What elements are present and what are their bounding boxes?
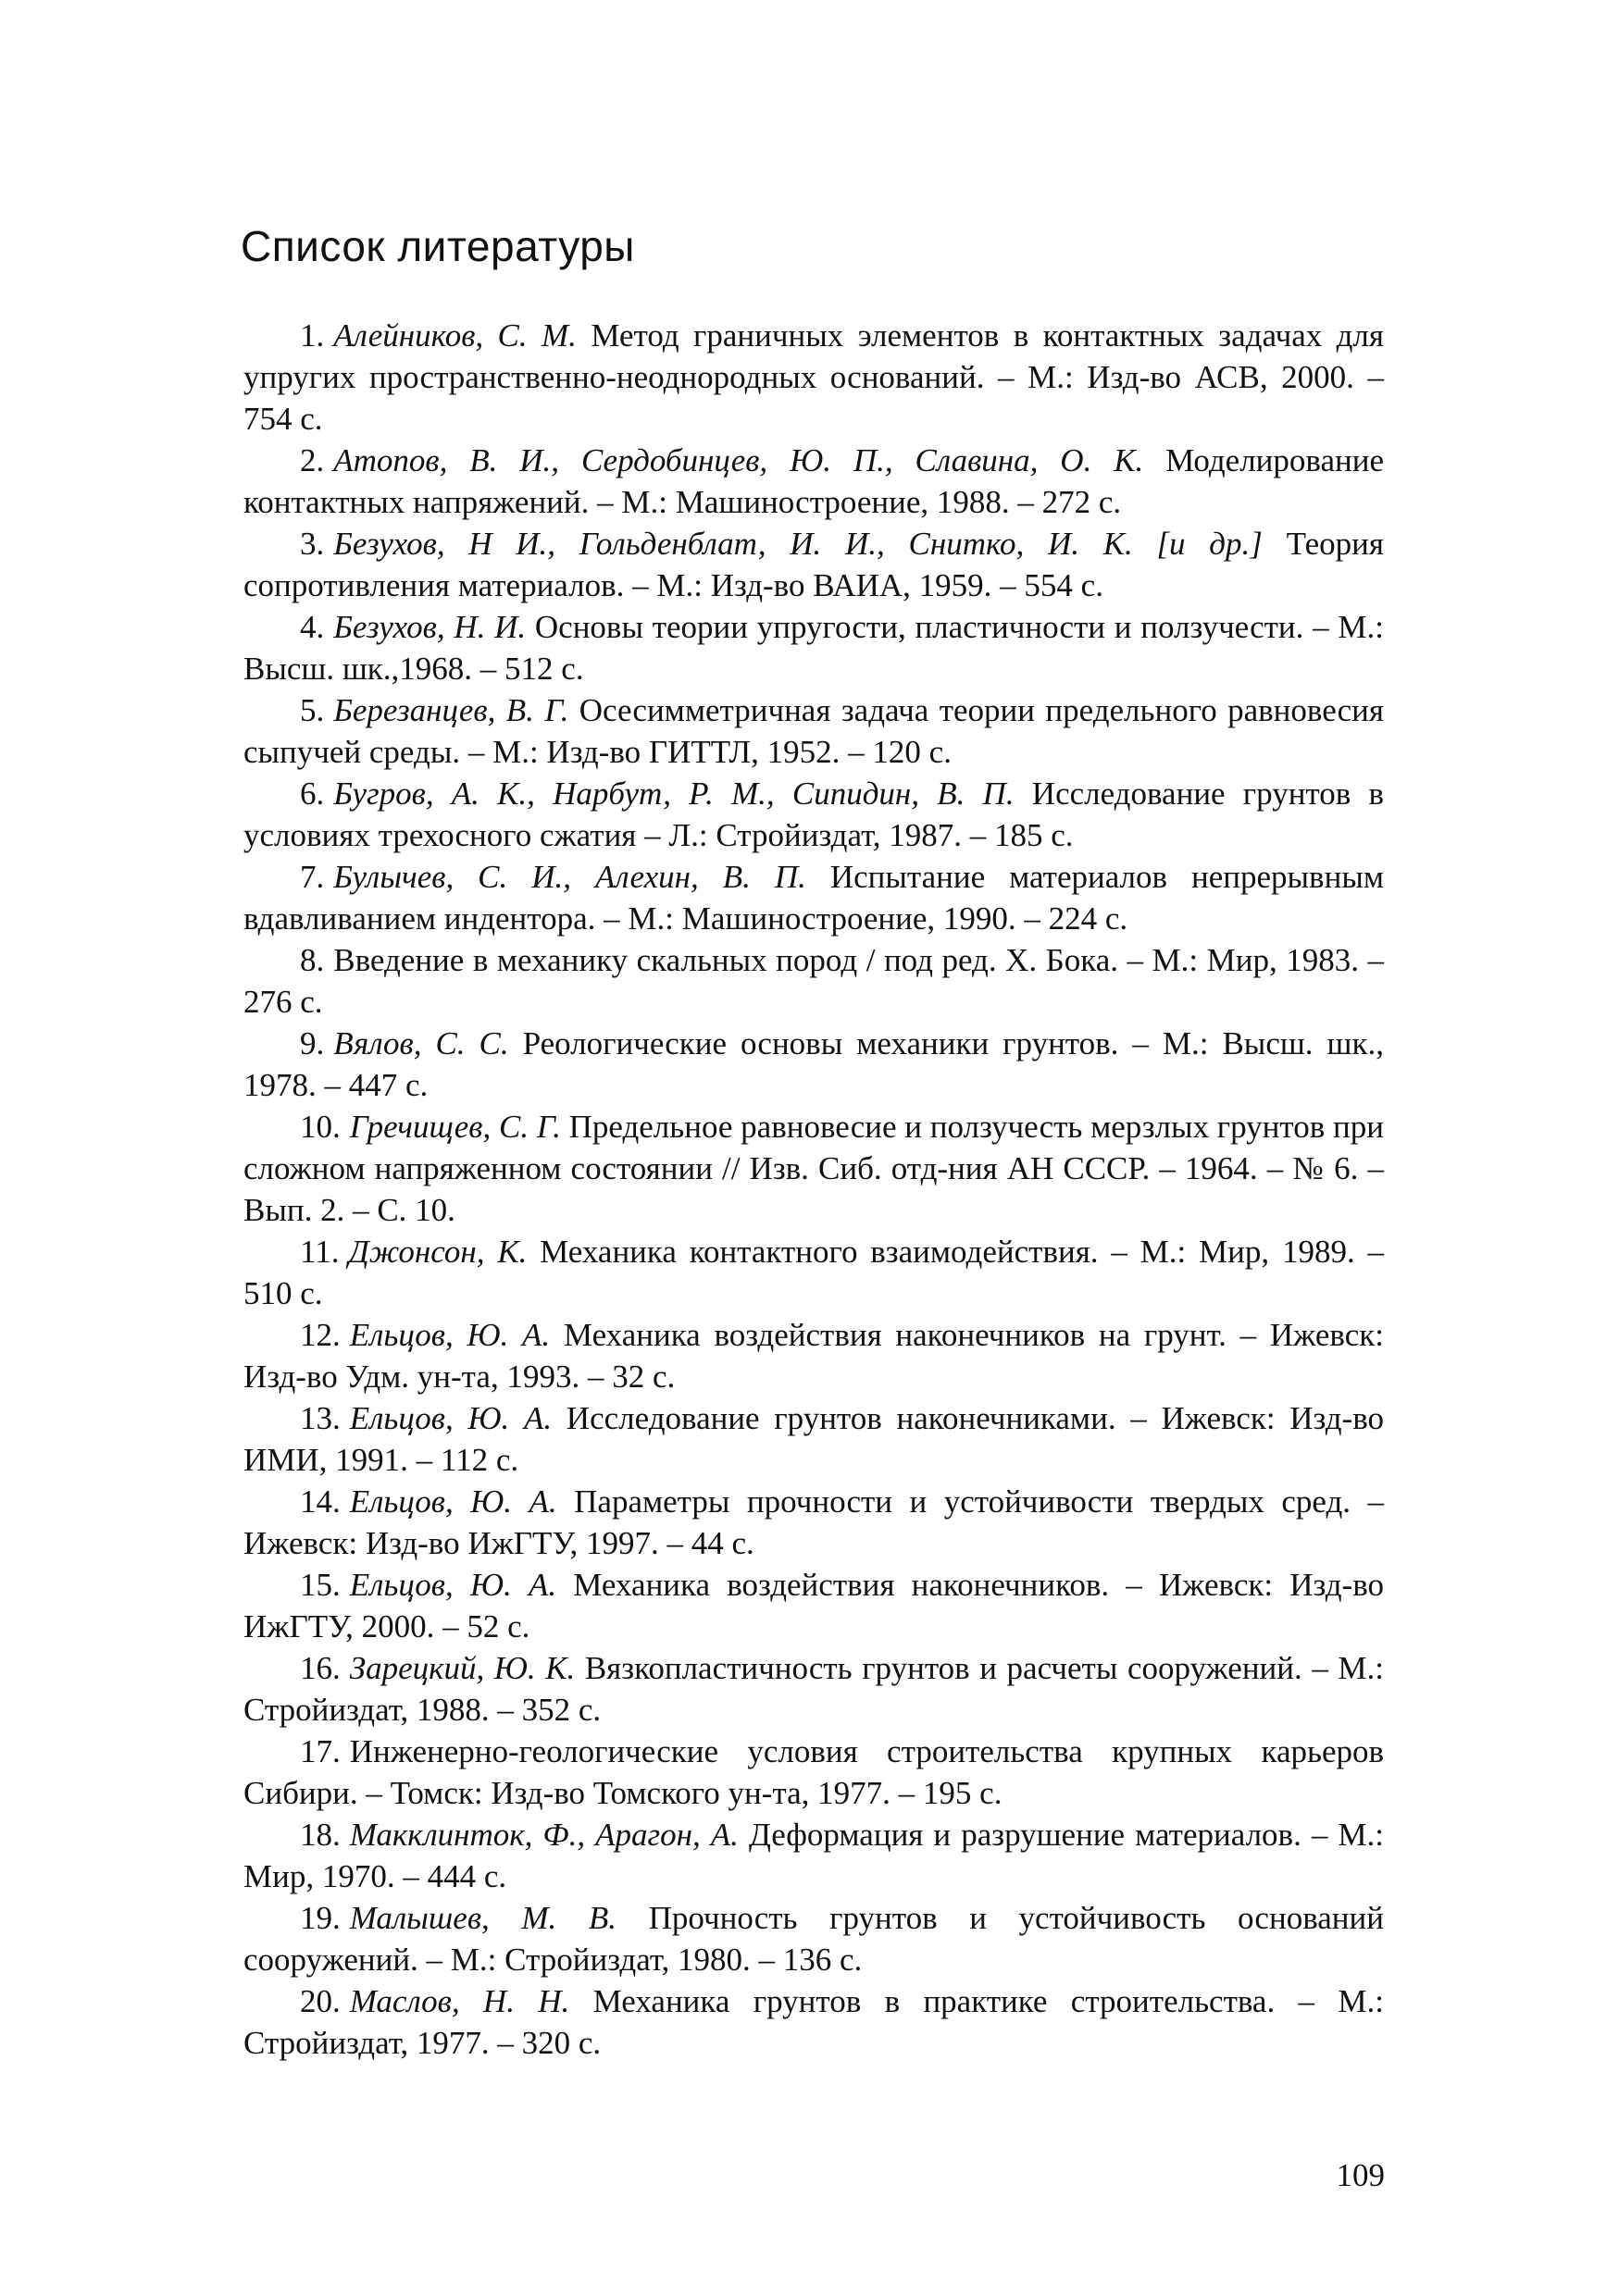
reference-item — [243, 1481, 1384, 1564]
reference-number: 3. — [300, 526, 325, 562]
reference-text: Метод граничных элементов в контактных задачах для упругих пространственно-неоднородных оснований. – М.: Изд-во АСВ, 2000. – 754 с. — [243, 317, 1384, 437]
reference-number: 17. — [300, 1733, 341, 1769]
reference-item — [243, 773, 1384, 856]
reference-number: 16. — [300, 1650, 341, 1686]
reference-number: 11. — [300, 1234, 340, 1270]
reference-item — [243, 939, 1384, 1023]
reference-number: 7. — [300, 859, 325, 895]
reference-item — [243, 606, 1384, 689]
reference-item — [243, 1897, 1384, 1980]
reference-authors: Вялов, С. С. — [333, 1025, 509, 1061]
reference-authors: Алейников, С. М. — [333, 317, 577, 354]
reference-text: Вязкопластичность грунтов и расчеты сооружений. – М.: Стройиздат, 1988. – 352 с. — [243, 1650, 1384, 1728]
reference-authors: Ельцов, Ю. А. — [349, 1567, 557, 1603]
reference-number: 14. — [300, 1483, 341, 1520]
reference-item — [243, 1564, 1384, 1647]
reference-text: Предельное равновесие и ползучесть мерзлых грунтов при сложном напряженном состоянии // Изв. Сиб. отд-ния АН СССР. – 1964. – № 6. – Вып. 2. – С. 10. — [243, 1109, 1384, 1228]
reference-number: 18. — [300, 1817, 341, 1853]
reference-item — [243, 1814, 1384, 1897]
reference-text: Инженерно-геологические условия строительства крупных карьеров Сибири. – Томск: Изд-во Томского ун-та, 1977. – 195 с. — [243, 1733, 1384, 1811]
reference-number: 20. — [300, 1983, 341, 2019]
reference-number: 12. — [300, 1317, 341, 1353]
reference-authors: Гречищев, С. Г. — [349, 1109, 561, 1145]
reference-text: Введение в механику скальных пород / под ред. Х. Бока. – М.: Мир, 1983. – 276 с. — [243, 942, 1384, 1020]
reference-item — [243, 689, 1384, 773]
reference-authors: Ельцов, Ю. А. — [349, 1483, 557, 1520]
reference-item — [243, 440, 1384, 523]
reference-number: 9. — [300, 1025, 325, 1061]
reference-text: Механика контактного взаимодействия. – М.: Мир, 1989. – 510 с. — [243, 1234, 1384, 1311]
reference-text: Исследование грунтов в условиях трехосного сжатия – Л.: Стройиздат, 1987. – 185 с. — [243, 776, 1385, 853]
reference-item — [243, 1980, 1384, 2064]
reference-text: Моделирование контактных напряжений. – М.: Машиностроение, 1988. – 272 с. — [243, 442, 1384, 520]
reference-item — [243, 315, 1384, 440]
reference-item — [243, 1731, 1384, 1814]
reference-number: 10. — [300, 1109, 341, 1145]
reference-text: Параметры прочности и устойчивости твердых сред. – Ижевск: Изд-во ИжГТУ, 1997. – 44 с. — [243, 1483, 1384, 1561]
reference-authors: Безухов, Н И., Гольденблат, И. И., Снитко, И. К. [и др.] — [333, 526, 1263, 562]
reference-number: 6. — [300, 776, 325, 812]
reference-authors: Ельцов, Ю. А. — [349, 1317, 551, 1353]
reference-text: Реологические основы механики грунтов. – М.: Высш. шк., 1978. – 447 с. — [243, 1025, 1384, 1103]
reference-authors: Атопов, В. И., Сердобинцев, Ю. П., Славина, О. К. — [333, 442, 1144, 478]
reference-text: Осесимметричная задача теории предельного равновесия сыпучей среды. – М.: Изд-во ГИТТЛ, 1952. – 120 с. — [243, 692, 1384, 770]
reference-text: Испытание материалов непрерывным вдавливанием индентора. – М.: Машиностроение, 1990. – 224 с. — [243, 859, 1384, 937]
reference-item — [243, 856, 1384, 939]
reference-authors: Маслов, Н. Н. — [349, 1983, 570, 2019]
reference-text: Прочность грунтов и устойчивость оснований сооружений. – М.: Стройиздат, 1980. – 136 с. — [243, 1900, 1384, 1978]
reference-authors: Малышев, М. В. — [349, 1900, 617, 1936]
reference-authors: Ельцов, Ю. А. — [349, 1400, 553, 1436]
reference-number: 19. — [300, 1900, 341, 1936]
reference-item — [243, 1231, 1384, 1314]
reference-item — [243, 1397, 1384, 1481]
reference-authors: Зарецкий, Ю. К. — [349, 1650, 576, 1686]
reference-text: Механика грунтов в практике строительства. – М.: Стройиздат, 1977. – 320 с. — [243, 1983, 1384, 2061]
reference-authors: Макклинток, Ф., Арагон, А. — [349, 1817, 739, 1853]
reference-text: Деформация и разрушение материалов. – М.: Мир, 1970. – 444 с. — [243, 1817, 1384, 1894]
reference-number: 13. — [300, 1400, 341, 1436]
reference-authors: Бугров, А. К., Нарбут, Р. М., Сипидин, В. П. — [333, 776, 1015, 812]
reference-number: 2. — [300, 442, 325, 478]
reference-text: Исследование грунтов наконечниками. – Ижевск: Изд-во ИМИ, 1991. – 112 с. — [243, 1400, 1384, 1478]
reference-text: Механика воздействия наконечников на грунт. – Ижевск: Изд-во Удм. ун-та, 1993. – 32 с. — [243, 1317, 1384, 1395]
reference-text: Теория сопротивления материалов. – М.: Изд-во ВАИА, 1959. – 554 с. — [243, 526, 1384, 603]
reference-item — [243, 1314, 1384, 1397]
reference-number: 15. — [300, 1567, 341, 1603]
reference-authors: Булычев, С. И., Алехин, В. П. — [333, 859, 806, 895]
reference-number: 1. — [300, 317, 325, 354]
reference-authors: Джонсон, К. — [348, 1234, 528, 1270]
reference-text: Механика воздействия наконечников. – Ижевск: Изд-во ИжГТУ, 2000. – 52 с. — [243, 1567, 1384, 1644]
reference-number: 5. — [300, 692, 325, 728]
reference-text: Основы теории упругости, пластичности и ползучести. – М.: Высш. шк.,1968. – 512 с. — [243, 609, 1384, 687]
reference-number: 4. — [300, 609, 325, 645]
reference-item — [243, 1647, 1384, 1731]
reference-authors: Березанцев, В. Г. — [333, 692, 569, 728]
page-title: Список литературы — [241, 222, 635, 270]
reference-list — [243, 315, 1384, 2064]
reference-item — [243, 1023, 1384, 1106]
reference-authors: Безухов, Н. И. — [333, 609, 527, 645]
reference-number: 8. — [300, 942, 325, 978]
reference-item — [243, 1106, 1384, 1231]
page-number: 109 — [1336, 2157, 1385, 2193]
reference-item — [243, 523, 1384, 606]
